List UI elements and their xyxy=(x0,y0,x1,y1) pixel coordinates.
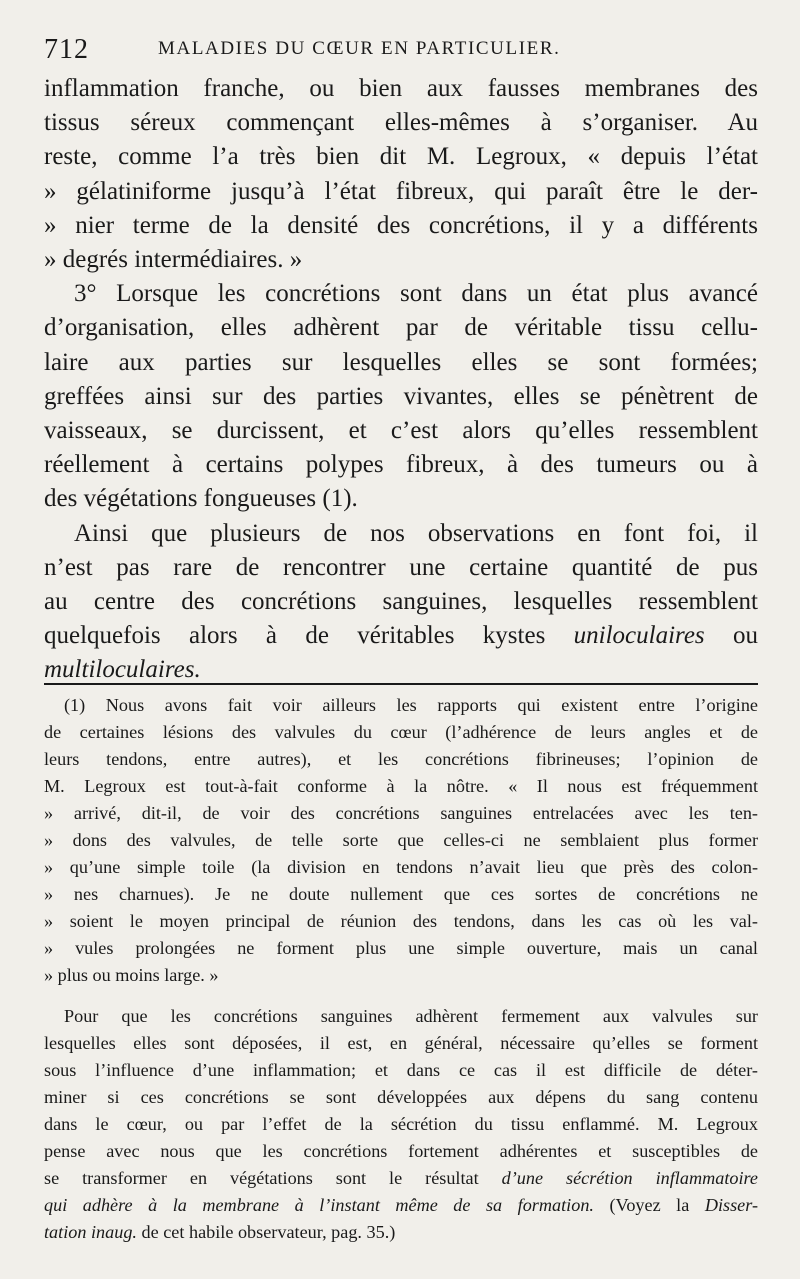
italic-phrase: d’une sécrétion inflammatoire xyxy=(501,1168,758,1188)
text-run: quelquefois alors à de véritables kystes xyxy=(44,622,574,650)
text-run: se transformer en végétations sont le résultat xyxy=(44,1168,502,1188)
text-line: réellement à certains polypes fibreux, à des tumeurs ou à xyxy=(44,451,758,479)
paragraph-3 xyxy=(44,517,758,688)
paragraph-1 xyxy=(44,72,758,277)
footnote-line xyxy=(44,1219,758,1246)
footnote-line: » nes charnues). Je ne doute nullement que ces sortes de concrétions ne xyxy=(44,884,758,904)
text-line: au centre des concrétions sanguines, lesquelles ressemblent xyxy=(44,588,758,616)
footnote-1 xyxy=(44,692,758,989)
text-line: 3° Lorsque les concrétions sont dans un état plus avancé xyxy=(74,280,758,308)
text-line: tissus séreux commençant elles-mêmes à s’organiser. Au xyxy=(44,109,758,137)
footnote-line: (1) Nous avons fait voir ailleurs les rapports qui existent entre l’origine xyxy=(64,695,758,715)
text-line: des végétations fongueuses (1). xyxy=(44,485,358,513)
footnote-line: Pour que les concrétions sanguines adhèrent fermement aux valvules sur xyxy=(64,1006,758,1026)
footnote-line: » vules prolongées ne forment plus une simple ouverture, mais un canal xyxy=(44,938,758,958)
text-line: laire aux parties sur lesquelles elles se sont formées; xyxy=(44,348,758,376)
footnote-line: dans le cœur, ou par l’effet de la sécrétion du tissu enflammé. M. Legroux xyxy=(44,1114,758,1134)
page-number: 712 xyxy=(44,34,89,65)
text-line xyxy=(44,619,758,653)
italic-term: uniloculaires xyxy=(573,622,705,650)
text-line: inflammation franche, ou bien aux fausses membranes des xyxy=(44,75,758,102)
running-title: MALADIES DU CŒUR EN PARTICULIER. xyxy=(158,38,561,59)
text-line: » gélatiniforme jusqu’à l’état fibreux, qui paraît être le der- xyxy=(44,177,758,205)
footnote-paragraph-2 xyxy=(44,1003,758,1246)
italic-phrase: tation inaug. xyxy=(44,1222,137,1242)
paragraph-2 xyxy=(44,277,758,516)
footnote-line xyxy=(44,1165,758,1192)
footnotes xyxy=(44,692,758,1246)
footnote-line: » qu’une simple toile (la division en tendons n’avait lieu que près des colon- xyxy=(44,857,758,877)
italic-phrase: qui adhère à la membrane à l’instant même de sa formation. xyxy=(44,1195,594,1215)
italic-term: multiloculaires. xyxy=(44,656,201,684)
text-line: greffées ainsi sur des parties vivantes, elles se pénètrent de xyxy=(44,382,758,410)
page-header xyxy=(44,34,758,64)
text-line: Ainsi que plusieurs de nos observations en font foi, il xyxy=(74,519,758,547)
text-line: n’est pas rare de rencontrer une certaine quantité de pus xyxy=(44,553,758,581)
text-line: d’organisation, elles adhèrent par de véritable tissu cellu- xyxy=(44,314,758,342)
footnote-rule xyxy=(44,683,758,685)
footnote-line: leurs tendons, entre autres), et les concrétions fibrineuses; l’opinion de xyxy=(44,749,758,769)
italic-phrase: Disser- xyxy=(704,1195,758,1215)
text-run: ou xyxy=(704,622,759,650)
text-run: de cet habile observateur, pag. 35.) xyxy=(136,1222,396,1242)
text-line: » nier terme de la densité des concrétions, il y a différents xyxy=(44,211,758,239)
footnote-line: » plus ou moins large. » xyxy=(44,965,219,985)
footnote-gap xyxy=(44,989,758,1003)
footnote-line: sous l’influence d’une inflammation; et dans ce cas il est difficile de déter- xyxy=(44,1060,758,1080)
footnote-line: M. Legroux est tout-à-fait conforme à la nôtre. « Il nous est fréquemment xyxy=(44,776,758,796)
text-run: (Voyez la xyxy=(593,1195,705,1215)
footnote-line: » soient le moyen principal de réunion des tendons, dans les cas où les val- xyxy=(44,911,758,931)
footnote-line: lesquelles elles sont déposées, il est, en général, nécessaire qu’elles se forment xyxy=(44,1033,758,1053)
footnote-line: » arrivé, dit-il, de voir des concrétions sanguines entrelacées avec les ten- xyxy=(44,803,758,823)
footnote-line: de certaines lésions des valvules du cœur (l’adhérence de leurs angles et de xyxy=(44,722,758,742)
text-line: vaisseaux, se durcissent, et c’est alors qu’elles ressemblent xyxy=(44,417,758,445)
footnote-line: pense avec nous que les concrétions fortement adhérentes et susceptibles de xyxy=(44,1141,758,1161)
main-text xyxy=(44,72,758,688)
footnote-line: miner si ces concrétions se sont développées aux dépens du sang contenu xyxy=(44,1087,758,1107)
text-line: » degrés intermédiaires. » xyxy=(44,246,303,274)
footnote-line xyxy=(44,1192,758,1219)
footnote-line: » dons des valvules, de telle sorte que celles-ci ne semblaient plus former xyxy=(44,830,758,850)
text-line: reste, comme l’a très bien dit M. Legroux, « depuis l’état xyxy=(44,143,758,171)
